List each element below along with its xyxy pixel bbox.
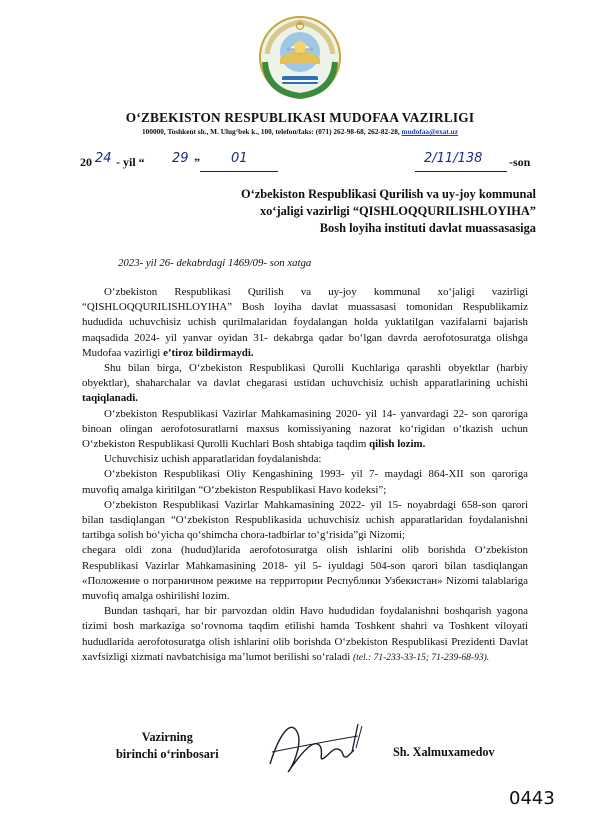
signatory-name: Sh. Xalmuxamedov — [393, 745, 495, 759]
organization-name: O‘ZBEKISTON RESPUBLIKASI MUDOFAA VAZIRLIGI — [125, 110, 475, 125]
son-label: -son — [509, 155, 531, 169]
addressee-block — [156, 186, 536, 237]
address-text: 100000, Toshkent sh., M. Ulug‘bek k., 100, telefon/faks: (071) 262-98-68, 262-82-28, — [142, 127, 400, 136]
state-emblem-icon — [257, 14, 343, 100]
number-underline — [415, 171, 507, 172]
registration-number: 0443 — [509, 788, 555, 809]
paragraph: Bundan tashqari, har bir parvozdan oldin Havo hududidan foydalanishni boshqarish yagona tizimi bosh markaziga so‘rovnoma taqdim etilishi hamda Toshkent shahri va Toshkent viloyati hududlarida aerofotosuratga olish ishlarini olib borishda O‘zbekiston Respublikasi Prezidenti Davlat xavfsizligi xizmati navbatchisiga ma’lumot berilishi so‘raladi (tel.: 71-233-33-15; 71-239-68-93). — [82, 605, 528, 663]
month-underline — [200, 171, 278, 172]
month-handwritten: 01 — [231, 151, 248, 166]
reference-row — [80, 153, 550, 175]
day-handwritten: 29 — [172, 151, 189, 166]
paragraph: O‘zbekiston Respublikasi Vazirlar Mahkamasining 2022- yil 15- noyabrdagi 658-son qarori bilan tasdiqlangan “O‘zbekiston Respublikasida uchuvchisiz uchish apparatlaridan foydalanishni tartibga solish bo‘yicha qo‘shimcha chora-tadbirlar to‘g‘risida”gi Nizomi; — [82, 498, 528, 542]
quote-close: ” — [194, 155, 200, 169]
addressee-line: Bosh loyiha instituti davlat muassasasiga — [319, 221, 536, 235]
organization-address — [0, 127, 600, 136]
paragraph: O‘zbekiston Respublikasi Vazirlar Mahkamasining 2020- yil 14- yanvardagi 22- son qaroriga binoan olingan aerofotosuratlarni maxsus komissiyaning nazorat ko‘rigidan o‘tkazish uchun O‘zbekiston Respublikasi Qurolli Kuchlari Bosh shtabiga taqdim qilish lozim. — [82, 407, 528, 451]
letter-body — [82, 285, 528, 666]
number-handwritten: 2/11/138 — [424, 151, 483, 166]
reference-line: 2023- yil 26- dekabrdagi 1469/09- son xatga — [118, 257, 312, 269]
addressee-line: O‘zbekiston Respublikasi Qurilish va uy-joy kommunal — [240, 187, 536, 201]
email-link[interactable]: mudofaa@exat.uz — [401, 127, 458, 136]
signatory-title: Vazirning birinchi o‘rinbosari — [116, 730, 219, 761]
year-handwritten: 24 — [95, 151, 112, 166]
yil-label: - yil “ — [116, 155, 145, 169]
paragraph: O‘zbekiston Respublikasi Oliy Kengashining 1993- yil 7- maydagi 864-XII son qaroriga muvofiq amalga kiritilgan “O‘zbekiston Respublikasi Havo kodeksi”; — [82, 468, 528, 496]
handwritten-signature-icon — [262, 712, 372, 782]
paragraph: O‘zbekiston Respublikasi Qurilish va uy-joy kommunal xo‘jaligi vazirligi “QISHLOQQURILISHLOYIHA” Bosh loyiha davlat muassasasi tomonidan Respublikamiz hududida uchuvchisiz uchish qurilmalaridan foydalangan holda yuklatilgan vazifalarni bajarish maqsadida 2024- yil yanvar oyidan 31- dekabrga qadar bo‘lgan davrda aerofotosuratga olishga Mudofaa vazirligi e’tiroz bildirmaydi. — [82, 286, 528, 359]
year-prefix: 20 — [80, 155, 92, 169]
paragraph: Uchuvchisiz uchish apparatlaridan foydalanishda: — [104, 453, 322, 466]
paragraph: Shu bilan birga, O‘zbekiston Respublikasi Qurolli Kuchlariga qarashli obyektlar (harbiy obyektlar), shaharchalar va davlat chegarasi ustidan uchuvchisiz uchish apparatlarining uchishi taqiqlanadi. — [82, 362, 528, 405]
addressee-line: xo‘jaligi vazirligi “QISHLOQQURILISHLOYIHA” — [259, 204, 536, 218]
paragraph: chegara oldi zona (hudud)larida aerofotosuratga olish ishlarini olib borishda O‘zbekiston Respublikasi Vazirlar Mahkamasining 2018- yil 5- iyuldagi 504-son qarori bilan tasdiqlangan «Положение о пограничном режиме на территории Республики Узбекистан» Nizomi talablariga muvofiq amalga oshirilishi lozim. — [82, 544, 528, 603]
